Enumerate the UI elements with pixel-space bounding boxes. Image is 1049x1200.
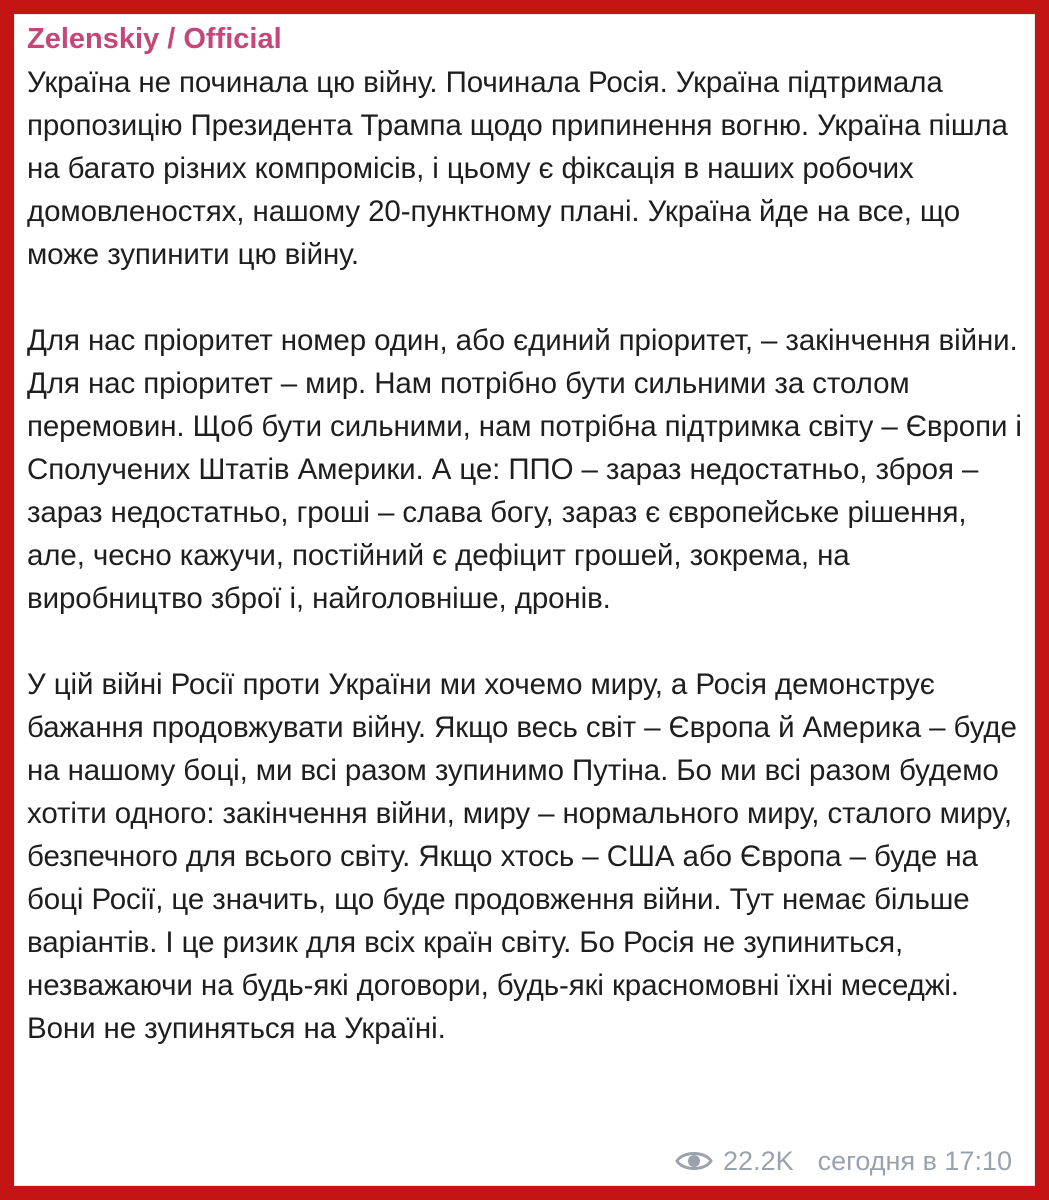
eye-icon: [675, 1148, 713, 1174]
message-timestamp: сегодня в 17:10: [817, 1146, 1012, 1176]
channel-author-name[interactable]: Zelenskiy / Official: [27, 23, 282, 55]
message-paragraph-3: У цій війні Росії проти України ми хочемо миру, а Росія демонструє бажання продовжувати війну. Якщо весь світ – Європа й Америка – буде на нашому боці, ми всі разом зупинимо Путіна. Бо ми всі разом будемо хотіти одного: закінчення війни, миру – нормального миру, сталого миру, безпечного для всього світу. Якщо хтось – США або Європа – буде на боці Росії, це значить, що буде продовження війни. Тут немає більше варіантів. І це ризик для всіх країн світу. Бо Росія не зупиниться, незважаючи на будь-які договори, будь-які красномовні їхні меседжі. Вони не зупиняться на Україні.: [27, 668, 1017, 1045]
message-paragraph-2: Для нас пріоритет номер один, або єдиний пріоритет, – закінчення війни. Для нас пріоритет – мир. Нам потрібно бути сильними за столом перемовин. Щоб бути сильними, нам потрібна підтримка світу – Європи і Сполучених Штатів Америки. А це: ППО – зараз недостатньо, зброя – зараз недостатньо, гроші – слава богу, зараз є європейське рішення, але, чесно кажучи, постійний є дефіцит грошей, зокрема, на виробництво зброї і, найголовніше, дронів.: [27, 324, 1022, 615]
message-card: [14, 14, 1035, 1186]
views-count: 22.2K: [723, 1146, 794, 1176]
message-bubble: [27, 21, 1022, 1185]
message-meta: [675, 1145, 1012, 1177]
message-paragraph-1: Україна не починала цю війну. Починала Росія. Україна підтримала пропозицію Президента Трампа щодо припинення вогню. Україна пішла на багато різних компромісів, і цьому є фіксація в наших робочих домовленостях, нашому 20-пунктному плані. Україна йде на все, що може зупинити цю війну.: [27, 66, 1008, 271]
message-text: [27, 61, 1022, 1050]
